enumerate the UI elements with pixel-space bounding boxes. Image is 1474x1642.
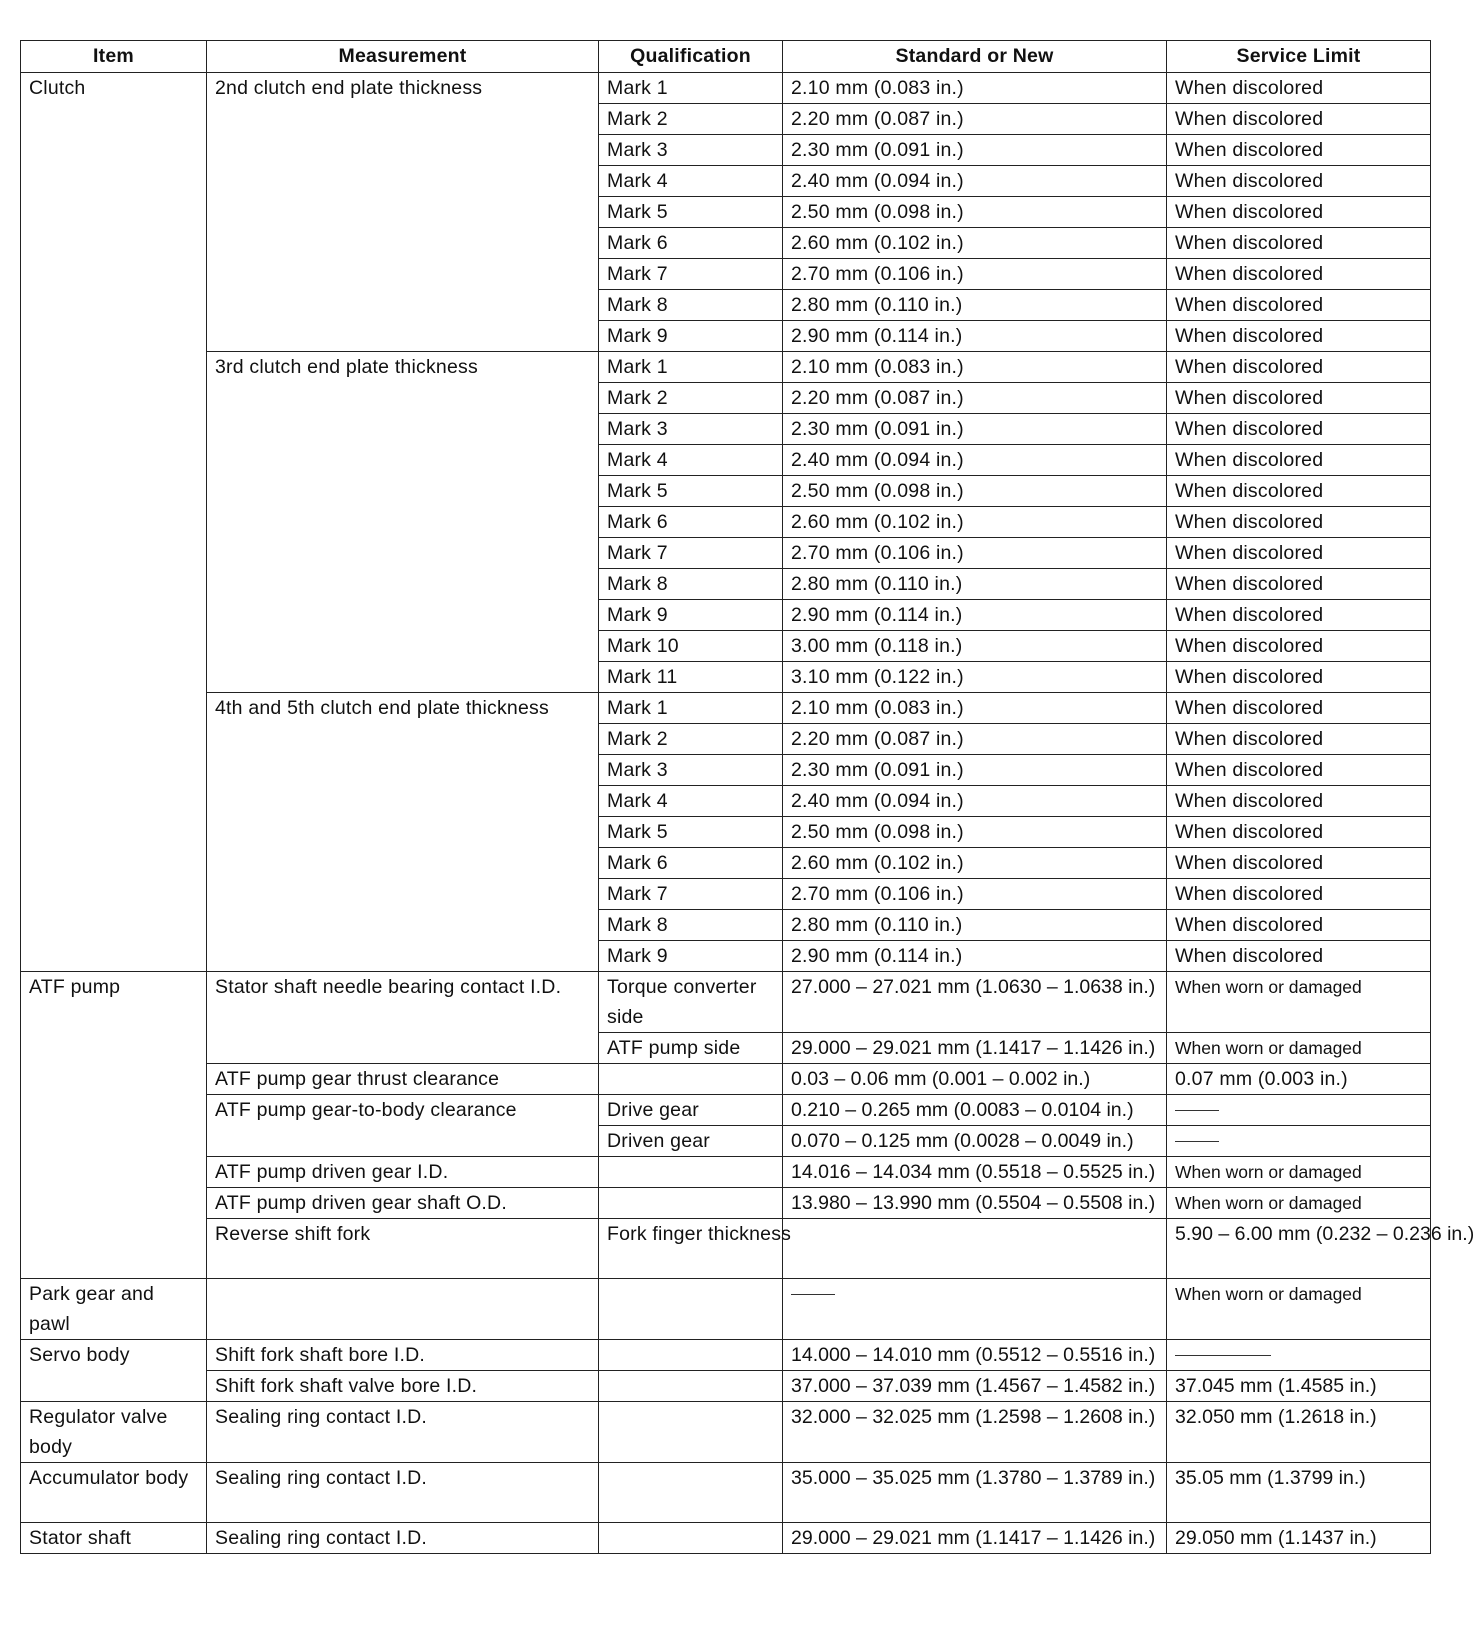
service-limit-cell: When discolored <box>1167 910 1431 941</box>
qualification-cell: Mark 8 <box>599 290 783 321</box>
service-limit-cell: When discolored <box>1167 135 1431 166</box>
qualification-cell: Mark 11 <box>599 662 783 693</box>
table-row <box>21 1402 1431 1463</box>
qualification-cell: Mark 1 <box>599 73 783 104</box>
service-limit-cell: When discolored <box>1167 879 1431 910</box>
standard-cell: 27.000 – 27.021 mm (1.0630 – 1.0638 in.) <box>783 972 1167 1033</box>
qualification-cell: Mark 4 <box>599 445 783 476</box>
standard-cell: 2.40 mm (0.094 in.) <box>783 445 1167 476</box>
measurement-cell: Stator shaft needle bearing contact I.D. <box>207 972 599 1064</box>
qualification-cell: Mark 6 <box>599 507 783 538</box>
service-limit-cell: When discolored <box>1167 73 1431 104</box>
qualification-cell: Mark 5 <box>599 817 783 848</box>
standard-cell: 2.10 mm (0.083 in.) <box>783 352 1167 383</box>
standard-cell: 32.000 – 32.025 mm (1.2598 – 1.2608 in.) <box>783 1402 1167 1463</box>
qualification-cell: ATF pump side <box>599 1033 783 1064</box>
qualification-cell <box>599 1523 783 1554</box>
service-limit-cell: When discolored <box>1167 848 1431 879</box>
qualification-cell: Mark 9 <box>599 321 783 352</box>
table-row <box>21 1188 1431 1219</box>
qualification-cell: Drive gear <box>599 1095 783 1126</box>
standard-cell: 5.90 – 6.00 mm (0.232 – 0.236 in.) <box>1167 1219 1431 1279</box>
header-row <box>21 41 1431 73</box>
standard-cell: 2.10 mm (0.083 in.) <box>783 73 1167 104</box>
standard-cell: 2.20 mm (0.087 in.) <box>783 104 1167 135</box>
service-limit-cell: When worn or damaged <box>1167 1157 1431 1188</box>
standard-cell: 2.80 mm (0.110 in.) <box>783 910 1167 941</box>
table-row <box>21 972 1431 1033</box>
dash-mark <box>1175 1355 1271 1356</box>
standard-cell <box>783 1279 1167 1340</box>
service-limit-cell <box>1167 1340 1431 1371</box>
standard-cell: 2.30 mm (0.091 in.) <box>783 755 1167 786</box>
qualification-cell: Mark 10 <box>599 631 783 662</box>
qualification-cell: Mark 4 <box>599 166 783 197</box>
qualification-cell: Mark 3 <box>599 414 783 445</box>
standard-cell: 2.20 mm (0.087 in.) <box>783 383 1167 414</box>
service-limit-cell: 32.050 mm (1.2618 in.) <box>1167 1402 1431 1463</box>
item-cell: Accumulator body <box>21 1463 207 1523</box>
qualification-cell: Mark 4 <box>599 786 783 817</box>
table-row <box>21 73 1431 104</box>
service-limit-cell: 37.045 mm (1.4585 in.) <box>1167 1371 1431 1402</box>
standard-cell: 2.70 mm (0.106 in.) <box>783 879 1167 910</box>
service-limit-cell: When discolored <box>1167 321 1431 352</box>
service-limit-cell: When discolored <box>1167 662 1431 693</box>
qualification-cell <box>783 1219 1167 1279</box>
measurement-cell: 4th and 5th clutch end plate thickness <box>207 693 599 972</box>
standard-cell: 29.000 – 29.021 mm (1.1417 – 1.1426 in.) <box>783 1033 1167 1064</box>
service-limit-cell: When discolored <box>1167 290 1431 321</box>
service-limit-cell: When discolored <box>1167 383 1431 414</box>
table-row <box>21 1219 1431 1279</box>
standard-cell: 2.70 mm (0.106 in.) <box>783 538 1167 569</box>
table-row <box>21 1371 1431 1402</box>
measurement-cell: ATF pump gear-to-body clearance <box>207 1095 599 1157</box>
qualification-cell <box>599 1463 783 1523</box>
measurement-cell: ATF pump driven gear shaft O.D. <box>207 1188 599 1219</box>
measurement-cell <box>207 1279 599 1340</box>
item-cell: ATF pump <box>21 972 207 1279</box>
service-limit-cell: When discolored <box>1167 197 1431 228</box>
standard-cell: 29.000 – 29.021 mm (1.1417 – 1.1426 in.) <box>783 1523 1167 1554</box>
header-service-limit: Service Limit <box>1167 41 1431 73</box>
dash-mark <box>791 1294 835 1295</box>
service-limit-cell: When discolored <box>1167 600 1431 631</box>
qualification-cell: Mark 3 <box>599 135 783 166</box>
service-limit-cell: 0.07 mm (0.003 in.) <box>1167 1064 1431 1095</box>
measurement-cell: Fork finger thickness <box>599 1219 783 1279</box>
standard-cell: 2.60 mm (0.102 in.) <box>783 228 1167 259</box>
service-limit-cell: When discolored <box>1167 104 1431 135</box>
table-row <box>21 352 1431 383</box>
service-limit-cell: When discolored <box>1167 476 1431 507</box>
qualification-cell: Mark 5 <box>599 476 783 507</box>
header-item: Item <box>21 41 207 73</box>
item-cell: Regulator valve body <box>21 1402 207 1463</box>
standard-cell: 2.80 mm (0.110 in.) <box>783 569 1167 600</box>
item-cell: Park gear and pawl <box>21 1279 207 1340</box>
standard-cell: 14.016 – 14.034 mm (0.5518 – 0.5525 in.) <box>783 1157 1167 1188</box>
qualification-cell: Mark 1 <box>599 693 783 724</box>
item-cell: Stator shaft <box>21 1523 207 1554</box>
standard-cell: 0.070 – 0.125 mm (0.0028 – 0.0049 in.) <box>783 1126 1167 1157</box>
dash-mark <box>1175 1141 1219 1142</box>
qualification-cell: Mark 8 <box>599 910 783 941</box>
service-limit-cell: When discolored <box>1167 724 1431 755</box>
service-limit-cell: 29.050 mm (1.1437 in.) <box>1167 1523 1431 1554</box>
standard-cell: 37.000 – 37.039 mm (1.4567 – 1.4582 in.) <box>783 1371 1167 1402</box>
service-limit-cell: When worn or damaged <box>1167 1279 1431 1340</box>
service-limit-cell: When discolored <box>1167 259 1431 290</box>
standard-cell: 2.20 mm (0.087 in.) <box>783 724 1167 755</box>
qualification-cell <box>599 1279 783 1340</box>
table-row <box>21 1463 1431 1523</box>
qualification-cell <box>599 1402 783 1463</box>
qualification-cell <box>599 1340 783 1371</box>
standard-cell: 2.50 mm (0.098 in.) <box>783 476 1167 507</box>
qualification-cell: Torque converter side <box>599 972 783 1033</box>
qualification-cell: Mark 7 <box>599 879 783 910</box>
service-limit-cell: When discolored <box>1167 414 1431 445</box>
measurement-cell: ATF pump gear thrust clearance <box>207 1064 599 1095</box>
measurement-cell: 3rd clutch end plate thickness <box>207 352 599 693</box>
standard-cell: 3.00 mm (0.118 in.) <box>783 631 1167 662</box>
qualification-cell: Mark 7 <box>599 259 783 290</box>
table-row <box>21 1095 1431 1126</box>
qualification-cell <box>599 1064 783 1095</box>
dash-mark <box>1175 1110 1219 1111</box>
table-row <box>21 1523 1431 1554</box>
service-limit-cell: When discolored <box>1167 507 1431 538</box>
qualification-cell <box>599 1371 783 1402</box>
qualification-cell: Mark 6 <box>599 848 783 879</box>
service-limit-cell: When discolored <box>1167 166 1431 197</box>
header-measurement: Measurement <box>207 41 599 73</box>
item-cell: Servo body <box>21 1340 207 1402</box>
measurement-cell: ATF pump driven gear I.D. <box>207 1157 599 1188</box>
header-qualification: Qualification <box>599 41 783 73</box>
standard-cell: 2.60 mm (0.102 in.) <box>783 507 1167 538</box>
standard-cell: 0.210 – 0.265 mm (0.0083 – 0.0104 in.) <box>783 1095 1167 1126</box>
service-limit-cell: When worn or damaged <box>1167 972 1431 1033</box>
qualification-cell: Mark 9 <box>599 600 783 631</box>
qualification-cell <box>599 1157 783 1188</box>
service-limit-cell: When discolored <box>1167 569 1431 600</box>
measurement-cell: Sealing ring contact I.D. <box>207 1402 599 1463</box>
standard-cell: 2.90 mm (0.114 in.) <box>783 941 1167 972</box>
measurement-cell: Shift fork shaft bore I.D. <box>207 1340 599 1371</box>
measurement-cell: 2nd clutch end plate thickness <box>207 73 599 352</box>
qualification-cell: Mark 2 <box>599 104 783 135</box>
measurement-cell: Sealing ring contact I.D. <box>207 1523 599 1554</box>
qualification-cell: Mark 6 <box>599 228 783 259</box>
standard-cell: 2.80 mm (0.110 in.) <box>783 290 1167 321</box>
service-limit-cell: 35.05 mm (1.3799 in.) <box>1167 1463 1431 1523</box>
table-row <box>21 1279 1431 1340</box>
qualification-cell: Mark 3 <box>599 755 783 786</box>
standard-cell: 2.90 mm (0.114 in.) <box>783 321 1167 352</box>
spec-table <box>20 40 1474 1554</box>
item-cell: Clutch <box>21 73 207 972</box>
service-limit-cell <box>1167 1095 1431 1126</box>
standard-cell: 2.50 mm (0.098 in.) <box>783 817 1167 848</box>
standard-cell: 2.90 mm (0.114 in.) <box>783 600 1167 631</box>
qualification-cell: Mark 1 <box>599 352 783 383</box>
qualification-cell: Driven gear <box>599 1126 783 1157</box>
qualification-cell: Mark 2 <box>599 724 783 755</box>
service-limit-cell: When discolored <box>1167 941 1431 972</box>
standard-cell: 13.980 – 13.990 mm (0.5504 – 0.5508 in.) <box>783 1188 1167 1219</box>
standard-cell: 0.03 – 0.06 mm (0.001 – 0.002 in.) <box>783 1064 1167 1095</box>
service-limit-cell: When discolored <box>1167 693 1431 724</box>
measurement-cell: Sealing ring contact I.D. <box>207 1463 599 1523</box>
qualification-cell: Mark 9 <box>599 941 783 972</box>
service-limit-cell: When discolored <box>1167 817 1431 848</box>
table-row <box>21 693 1431 724</box>
standard-cell: 14.000 – 14.010 mm (0.5512 – 0.5516 in.) <box>783 1340 1167 1371</box>
service-limit-cell: When discolored <box>1167 755 1431 786</box>
service-limit-cell: When worn or damaged <box>1167 1188 1431 1219</box>
service-limit-cell: When discolored <box>1167 352 1431 383</box>
header-standard: Standard or New <box>783 41 1167 73</box>
qualification-cell: Mark 7 <box>599 538 783 569</box>
standard-cell: 2.30 mm (0.091 in.) <box>783 135 1167 166</box>
service-limit-cell: When discolored <box>1167 538 1431 569</box>
qualification-cell: Mark 2 <box>599 383 783 414</box>
standard-cell: 2.60 mm (0.102 in.) <box>783 848 1167 879</box>
table-row <box>21 1064 1431 1095</box>
qualification-cell: Mark 8 <box>599 569 783 600</box>
measurement-cell: Shift fork shaft valve bore I.D. <box>207 1371 599 1402</box>
standard-cell: 35.000 – 35.025 mm (1.3780 – 1.3789 in.) <box>783 1463 1167 1523</box>
service-limit-cell: When worn or damaged <box>1167 1033 1431 1064</box>
standard-cell: 2.40 mm (0.094 in.) <box>783 786 1167 817</box>
standard-cell: 3.10 mm (0.122 in.) <box>783 662 1167 693</box>
item-cell: Reverse shift fork <box>207 1219 599 1279</box>
qualification-cell <box>599 1188 783 1219</box>
service-limit-cell: When discolored <box>1167 631 1431 662</box>
standard-cell: 2.70 mm (0.106 in.) <box>783 259 1167 290</box>
table-row <box>21 1340 1431 1371</box>
standard-cell: 2.50 mm (0.098 in.) <box>783 197 1167 228</box>
table-row <box>21 1157 1431 1188</box>
service-limit-cell: When discolored <box>1167 228 1431 259</box>
standard-cell: 2.40 mm (0.094 in.) <box>783 166 1167 197</box>
service-limit-cell: When discolored <box>1167 786 1431 817</box>
service-limit-cell <box>1167 1126 1431 1157</box>
standard-cell: 2.10 mm (0.083 in.) <box>783 693 1167 724</box>
standard-cell: 2.30 mm (0.091 in.) <box>783 414 1167 445</box>
qualification-cell: Mark 5 <box>599 197 783 228</box>
service-limit-cell: When discolored <box>1167 445 1431 476</box>
